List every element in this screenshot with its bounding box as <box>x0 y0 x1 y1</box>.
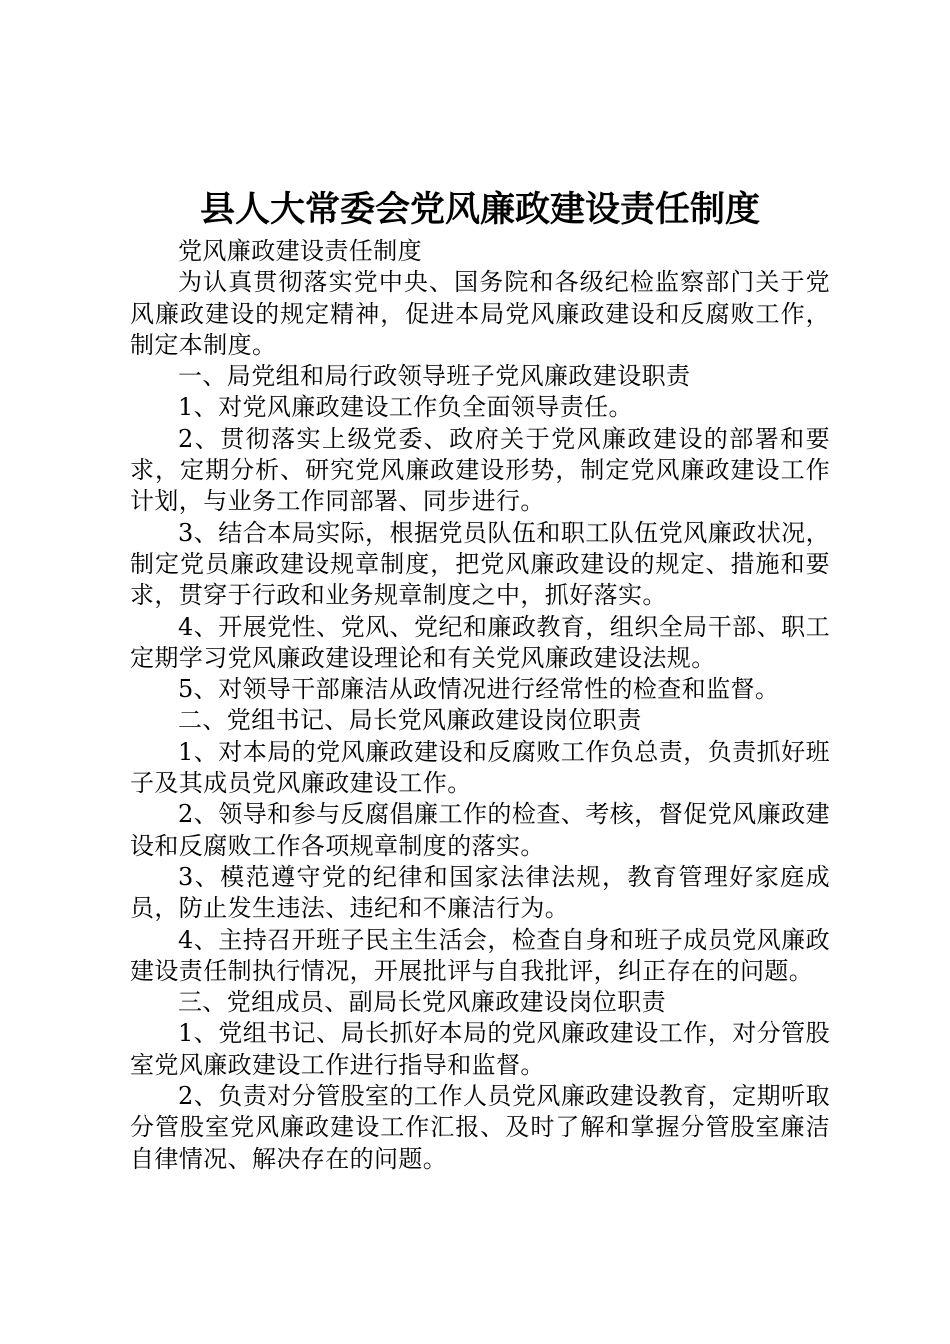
paragraph: 4、开展党性、党风、党纪和廉政教育，组织全局干部、职工定期学习党风廉政建设理论和有关党风廉政建设法规。 <box>130 612 830 672</box>
paragraph: 4、主持召开班子民主生活会，检查自身和班子成员党风廉政建设责任制执行情况，开展批评与自我批评，纠正存在的问题。 <box>130 925 830 985</box>
document-body <box>130 236 830 1175</box>
paragraph: 2、负责对分管股室的工作人员党风廉政建设教育，定期听取分管股室党风廉政建设工作汇报、及时了解和掌握分管股室廉洁自律情况、解决存在的问题。 <box>130 1082 830 1173</box>
paragraph: 1、党组书记、局长抓好本局的党风廉政建设工作，对分管股室党风廉政建设工作进行指导和监督。 <box>130 1019 830 1079</box>
paragraph: 1、对本局的党风廉政建设和反腐败工作负总责，负责抓好班子及其成员党风廉政建设工作。 <box>130 737 830 798</box>
paragraph: 5、对领导干部廉洁从政情况进行经常性的检查和监督。 <box>178 675 780 704</box>
paragraph: 1、对党风廉政建设工作负全面领导责任。 <box>178 393 633 422</box>
paragraph: 2、贯彻落实上级党委、政府关于党风廉政建设的部署和要求，定期分析、研究党风廉政建设形势，制定党风廉政建设工作计划，与业务工作同部署、同步进行。 <box>130 424 830 516</box>
paragraph-subtitle: 党风廉政建设责任制度 <box>178 237 422 265</box>
section-heading-2: 二、党组书记、局长党风廉政建设岗位职责 <box>178 706 642 735</box>
section-heading-3: 三、党组成员、副局长党风廉政建设岗位职责 <box>178 988 666 1017</box>
paragraph: 3、模范遵守党的纪律和国家法律法规，教育管理好家庭成员，防止发生违法、违纪和不廉洁行为。 <box>130 862 830 923</box>
paragraph: 3、结合本局实际，根据党员队伍和职工队伍党风廉政状况，制定党员廉政建设规章制度，把党风廉政建设的规定、措施和要求，贯穿于行政和业务规章制度之中，抓好落实。 <box>130 518 830 610</box>
section-heading-1: 一、局党组和局行政领导班子党风廉政建设职责 <box>178 362 691 391</box>
paragraph: 2、领导和参与反腐倡廉工作的检查、考核，督促党风廉政建设和反腐败工作各项规章制度的落实。 <box>130 800 830 860</box>
document-title: 县人大常委会党风廉政建设责任制度 <box>199 189 760 230</box>
paragraph-intro: 为认真贯彻落实党中央、国务院和各级纪检监察部门关于党风廉政建设的规定精神，促进本局党风廉政建设和反腐败工作，制定本制度。 <box>130 268 830 359</box>
